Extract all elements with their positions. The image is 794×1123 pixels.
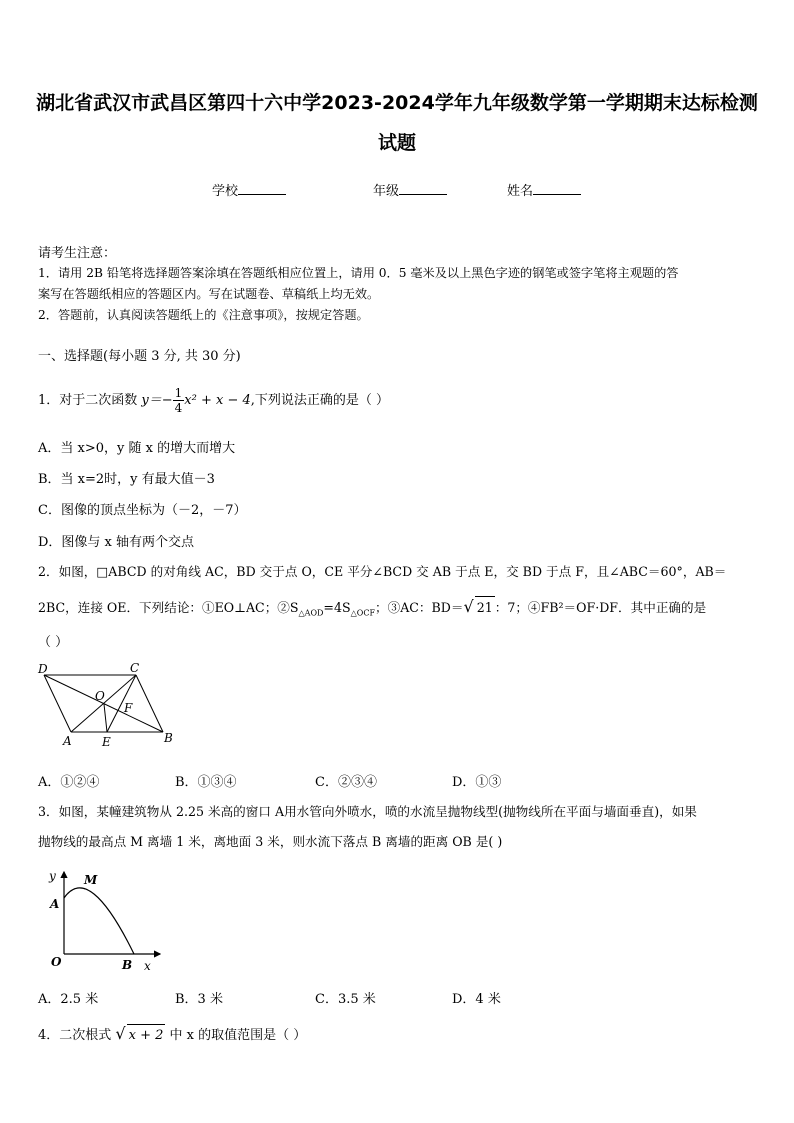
label-e: E [102,735,111,749]
doc-title-line2: 试题 [377,132,416,154]
section-heading: 一、选择题(每小题 3 分, 共 30 分) [38,349,241,364]
q2-figure [34,662,184,752]
segment-oe [104,704,107,732]
label-b: B [164,731,173,745]
q1-option-b[interactable]: B．当 x=2时，y 有最大值－3 [38,472,215,487]
q2-line2-b: =4S [323,600,351,615]
sqrt-icon: √ [115,1024,126,1043]
segment-cb [136,675,163,732]
question-4 [38,1023,306,1047]
grade-blank [399,180,447,195]
segment-da [44,675,71,732]
q1-frac-num: 1 [174,386,183,400]
q2-sub-aod: △AOD [298,608,324,618]
q1-y-eq: y＝− [141,393,173,408]
label-m: M [84,873,98,887]
notice-heading: 请考生注意： [38,246,117,261]
q2-line2 [38,596,706,625]
notice-line1a: 1．请用 2B 铅笔将选择题答案涂填在答题纸相应位置上，请用 0．5 毫米及以上黑色字迹的钢笔或签字笔将主观题的答 [38,266,679,280]
label-d: D [38,662,48,676]
q1-fraction [173,386,185,415]
q2-option-a[interactable]: A．①②④ [38,775,100,790]
q1-option-d[interactable]: D．图像与 x 轴有两个交点 [38,535,195,550]
q3-option-d[interactable]: D．4 米 [452,992,501,1007]
q2-sub-ocf: △OCF [350,608,376,618]
grade-field [373,180,447,199]
name-field [507,180,581,199]
q4-suffix: 中 x 的取值范围是（ ） [165,1028,307,1043]
q3-line2: 抛物线的最高点 M 离墙 1 米，离地面 3 米，则水流下落点 B 离墙的距离 OB 是( ) [38,834,503,849]
question-1 [38,386,389,415]
q2-option-b[interactable]: B．①③④ [175,775,237,790]
notice-line2: 2．答题前，认真阅读答题纸上的《注意事项》，按规定答题。 [38,308,369,322]
q1-option-a[interactable]: A．当 x>0，y 随 x 的增大而增大 [38,441,236,456]
q1-suffix: ,下列说法正确的是（ ） [250,393,390,408]
name-blank [533,180,581,195]
q2-sqrt-value: 21 [475,596,495,619]
q1-prefix: 1．对于二次函数 [38,393,142,408]
q2-option-c[interactable]: C．②③④ [315,775,377,790]
q4-radicand: x + 2 [127,1024,166,1047]
info-fields [0,180,794,200]
q1-option-c[interactable]: C．图像的顶点坐标为（－2，－7） [38,503,247,518]
q3-line1: 3．如图，某幢建筑物从 2.25 米高的窗口 A用水管向外喷水，喷的水流呈抛物线型(抛物线所在平面与墙面垂直)，如果 [38,804,697,819]
label-o3: O [51,955,62,969]
school-field [212,180,286,199]
label-f: F [124,701,133,715]
notice-line1b: 案写在答题纸相应的答题区内。写在试题卷、草稿纸上均无效。 [38,287,380,301]
label-x: x [144,959,151,973]
label-o: O [95,689,105,703]
q1-expr: x² + x − 4 [184,393,251,408]
q2-line2-a: 2BC，连接 OE．下列结论：①EO⊥AC；②S [38,600,299,615]
q2-paren: （ ） [38,635,69,650]
school-label: 学校 [212,184,239,199]
grade-label: 年级 [373,184,400,199]
q4-prefix: 4．二次根式 [38,1028,116,1043]
parabola-curve [64,888,134,954]
name-label: 姓名 [507,184,534,199]
label-b3: B [122,958,133,972]
q2-line1: 2．如图，□ABCD 的对角线 AC，BD 交于点 O，CE 平分∠BCD 交 AB 于点 E，交 BD 于点 F，且∠ABC＝60°，AB＝ [38,564,727,579]
q3-option-c[interactable]: C．3.5 米 [315,992,376,1007]
sqrt-icon: √ [463,597,474,616]
label-c: C [130,662,140,675]
q2-option-d[interactable]: D．①③ [452,775,502,790]
label-y: y [49,869,56,883]
q2-line2-d: ：7；④FB²＝OF·DF．其中正确的是 [494,600,707,615]
q3-option-b[interactable]: B．3 米 [175,992,223,1007]
label-a: A [63,734,72,748]
label-a3: A [50,897,60,911]
doc-title-line1: 湖北省武汉市武昌区第四十六中学2023-2024学年九年级数学第一学期期末达标检测 [36,92,758,114]
q1-frac-den: 4 [174,401,183,415]
q3-option-a[interactable]: A．2.5 米 [38,992,99,1007]
q3-figure [40,866,165,976]
school-blank [238,180,286,195]
q2-line2-c: ；③AC：BD＝ [375,600,464,615]
